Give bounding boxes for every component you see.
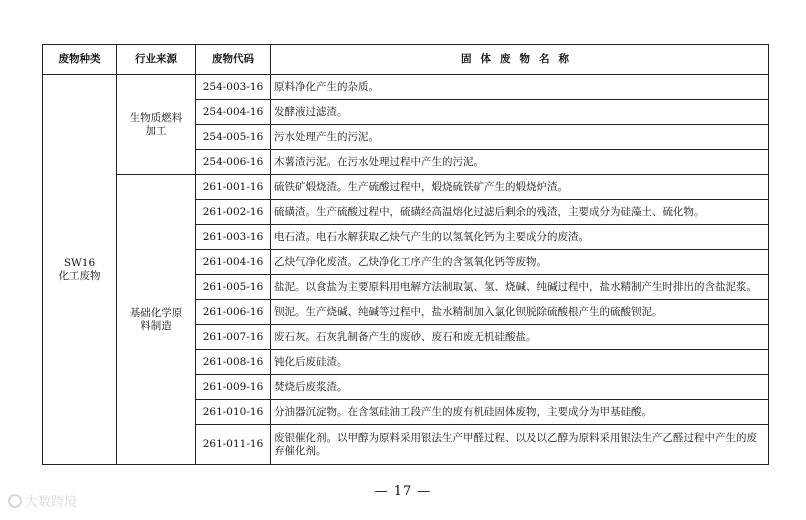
watermark-text: 大数跨境	[25, 495, 78, 510]
waste-code-cell: 254-005-16	[196, 125, 271, 150]
waste-description-cell: 电石渣。电石水解获取乙炔气产生的以氢氧化钙为主要成分的废渣。	[271, 225, 769, 250]
waste-description-cell: 钡泥。生产烧碱、纯碱等过程中，盐水精制加入氯化钡脱除硫酸根产生的硫酸钡泥。	[271, 300, 769, 325]
table-row	[43, 175, 769, 200]
waste-code-cell: 261-008-16	[196, 350, 271, 375]
waste-description-cell: 污水处理产生的污泥。	[271, 125, 769, 150]
waste-description-cell: 硫磺渣。生产硫酸过程中，硫磺经高温熔化过滤后剩余的残渣，主要成分为硅藻土、硫化物。	[271, 200, 769, 225]
waste-description-cell: 钝化后废硅渣。	[271, 350, 769, 375]
industry-source-cell: 生物质燃料加工	[117, 75, 196, 175]
waste-code-cell: 261-011-16	[196, 425, 271, 465]
header-description: 固体废物名称	[271, 45, 769, 75]
waste-code-cell: 261-006-16	[196, 300, 271, 325]
waste-category-cell	[43, 75, 117, 465]
waste-description-cell: 焚烧后废浆渣。	[271, 375, 769, 400]
waste-code-cell: 261-005-16	[196, 275, 271, 300]
waste-code-cell: 261-004-16	[196, 250, 271, 275]
watermark	[8, 491, 77, 510]
waste-code-cell: 261-001-16	[196, 175, 271, 200]
waste-description-cell: 原料净化产生的杂质。	[271, 75, 769, 100]
page-number: — 17 —	[374, 484, 432, 499]
waste-description-cell: 乙炔气净化废渣。乙炔净化工序产生的含氢氧化钙等废物。	[271, 250, 769, 275]
waste-code-cell: 254-004-16	[196, 100, 271, 125]
table-header-row	[43, 45, 769, 75]
waste-description-cell: 硫铁矿煅烧渣。生产硫酸过程中，煅烧硫铁矿产生的煅烧炉渣。	[271, 175, 769, 200]
header-code: 废物代码	[196, 45, 271, 75]
waste-code-cell: 261-003-16	[196, 225, 271, 250]
waste-code-cell: 261-009-16	[196, 375, 271, 400]
waste-description-cell: 盐泥。以食盐为主要原料用电解方法制取氯、氢、烧碱、纯碱过程中，盐水精制产生时排出的含盐泥浆。	[271, 275, 769, 300]
header-industry: 行业来源	[117, 45, 196, 75]
watermark-logo-icon	[8, 494, 22, 508]
waste-category-name: 化工废物	[58, 269, 101, 282]
table-body	[43, 75, 769, 465]
waste-code-cell: 261-002-16	[196, 200, 271, 225]
table-row	[43, 75, 769, 100]
industry-source-cell: 基础化学原料制造	[117, 175, 196, 465]
waste-code-cell: 254-006-16	[196, 150, 271, 175]
waste-description-cell: 发酵液过滤渣。	[271, 100, 769, 125]
waste-description-cell: 废石灰。石灰乳制备产生的废砂、废石和废无机硅酸盐。	[271, 325, 769, 350]
waste-table	[42, 44, 769, 465]
header-category: 废物种类	[43, 45, 117, 75]
waste-code-cell: 261-010-16	[196, 400, 271, 425]
waste-category-code: SW16	[63, 256, 96, 269]
waste-description-cell: 木薯渣污泥。在污水处理过程中产生的污泥。	[271, 150, 769, 175]
waste-code-cell: 261-007-16	[196, 325, 271, 350]
waste-description-cell: 分油器沉淀物。在含氢硅油工段产生的废有机硅固体废物，主要成分为甲基硅酸。	[271, 400, 769, 425]
waste-description-cell: 废银催化剂。以甲醇为原料采用银法生产甲醛过程、以及以乙醇为原料采用银法生产乙醛过程中产生的废弃催化剂。	[271, 425, 769, 465]
waste-code-cell: 254-003-16	[196, 75, 271, 100]
